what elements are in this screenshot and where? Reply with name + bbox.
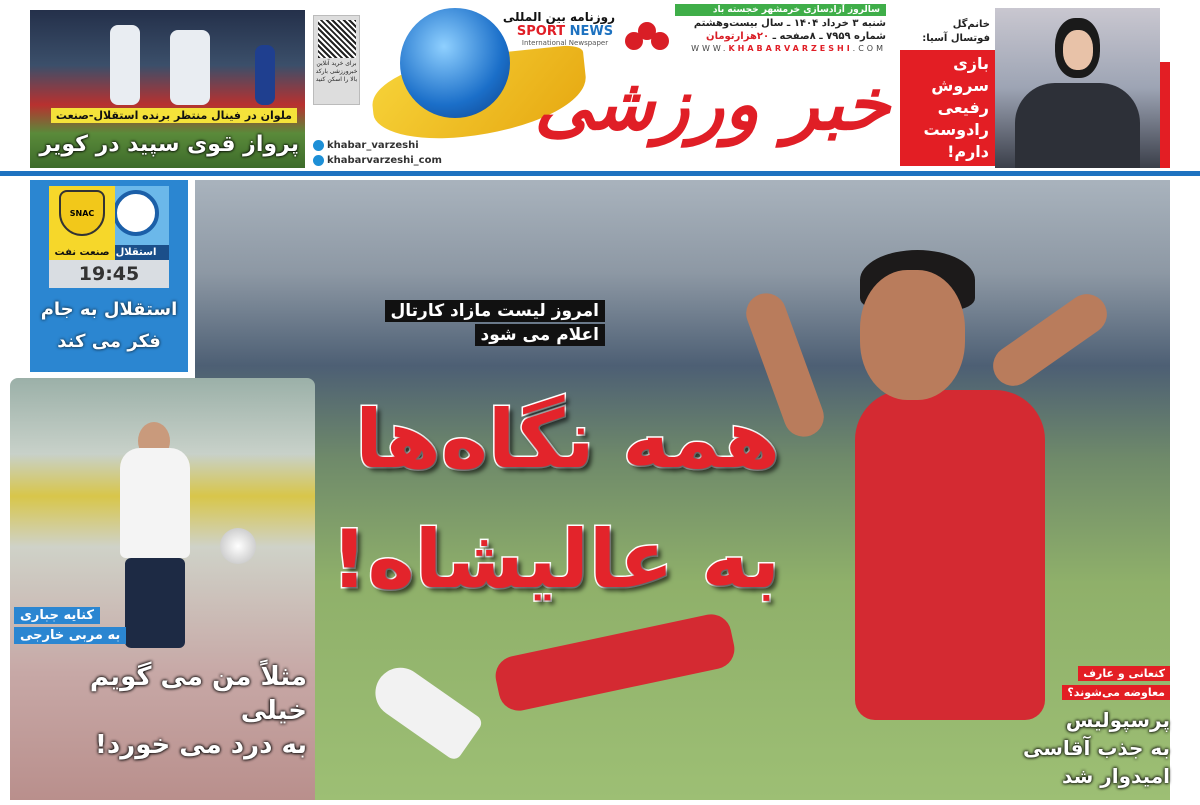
issue-line: شماره ۷۹۵۹ ـ ۸صفحه ـ ۲۰هزارتومان [706, 31, 886, 42]
story-headline[interactable]: پرسپولیس به جذب آقاسی امیدوار شد [1023, 708, 1170, 788]
intl-brand [502, 10, 615, 47]
instagram-icon [313, 155, 324, 166]
newspaper-logo[interactable]: خبر ورزشی [534, 62, 890, 146]
story-headline[interactable]: پرواز قوی سپید در کویر [39, 132, 299, 157]
story-tag: معاوضه می‌شوند؟ [1062, 685, 1170, 700]
qr-pattern [318, 20, 356, 58]
left-story[interactable] [10, 378, 315, 800]
top-right-headline[interactable]: بازی سروش رفیعی رادوست دارم! [900, 50, 995, 166]
story-headline[interactable]: مثلاً من می گویم خیلی به درد می خورد! [89, 662, 307, 760]
telegram-handle[interactable] [313, 140, 421, 151]
futsal-player-photo[interactable] [995, 8, 1160, 168]
esteghlal-badge-icon [113, 190, 159, 236]
intl-sub: International Newspaper [521, 39, 609, 47]
telegram-icon [313, 140, 324, 151]
masthead-divider [0, 171, 1200, 176]
issue-info [675, 4, 886, 53]
away-team: SNAC صنعت نفت [49, 186, 115, 260]
website-url[interactable]: WWW.KHABARVARZESHI.COM [691, 44, 886, 53]
sport-news: SPORT NEWS [516, 24, 614, 39]
story-kicker: ملوان در فینال منتظر برنده استقلال-صنعت [51, 108, 297, 123]
player-figure [110, 25, 140, 105]
kickoff-time: 19:45 [49, 260, 169, 288]
qr-caption: برای خرید آنلاین خبرورزشی بارکد بالا را اسکن کنید [315, 60, 358, 83]
match-headline[interactable]: استقلال به جام فکر می کند [40, 299, 178, 352]
red-accent [1160, 62, 1170, 168]
home-team: استقلال [103, 186, 169, 260]
match-box[interactable] [30, 180, 188, 372]
main-headline[interactable]: همه نگاه‌ها به عالیشاه! [331, 393, 780, 606]
logo-balls-icon [625, 22, 669, 52]
telegram-text: khabar_varzeshi [327, 140, 419, 151]
intl-fa: روزنامه بین المللی [502, 10, 615, 24]
bottom-right-story[interactable] [1023, 662, 1170, 790]
snac-badge-icon: SNAC [59, 190, 105, 236]
player-figure [255, 45, 275, 105]
globe-icon [400, 8, 510, 118]
top-left-story[interactable] [30, 10, 305, 168]
instagram-handle[interactable] [313, 155, 444, 166]
football-icon [220, 528, 256, 564]
story-tag: کنعانی و عارف [1078, 666, 1170, 681]
player-figure [170, 30, 210, 105]
main-kicker: امروز لیست مازاد کارتال اعلام می شود [385, 300, 605, 348]
story-tag: کنایه جباری [14, 607, 100, 624]
instagram-text: khabarvarzeshi_com [327, 155, 442, 166]
date-line: شنبه ۳ خرداد ۱۴۰۴ ـ سال بیست‌وهشتم [693, 18, 886, 29]
occasion-banner: سالروز آزادسازی خرمشهر خجسته باد [675, 4, 886, 16]
story-label: خانم‌گل فوتسال آسیا: [922, 19, 990, 44]
qr-code[interactable] [313, 15, 360, 105]
story-tag: به مربی خارجی [14, 627, 126, 644]
